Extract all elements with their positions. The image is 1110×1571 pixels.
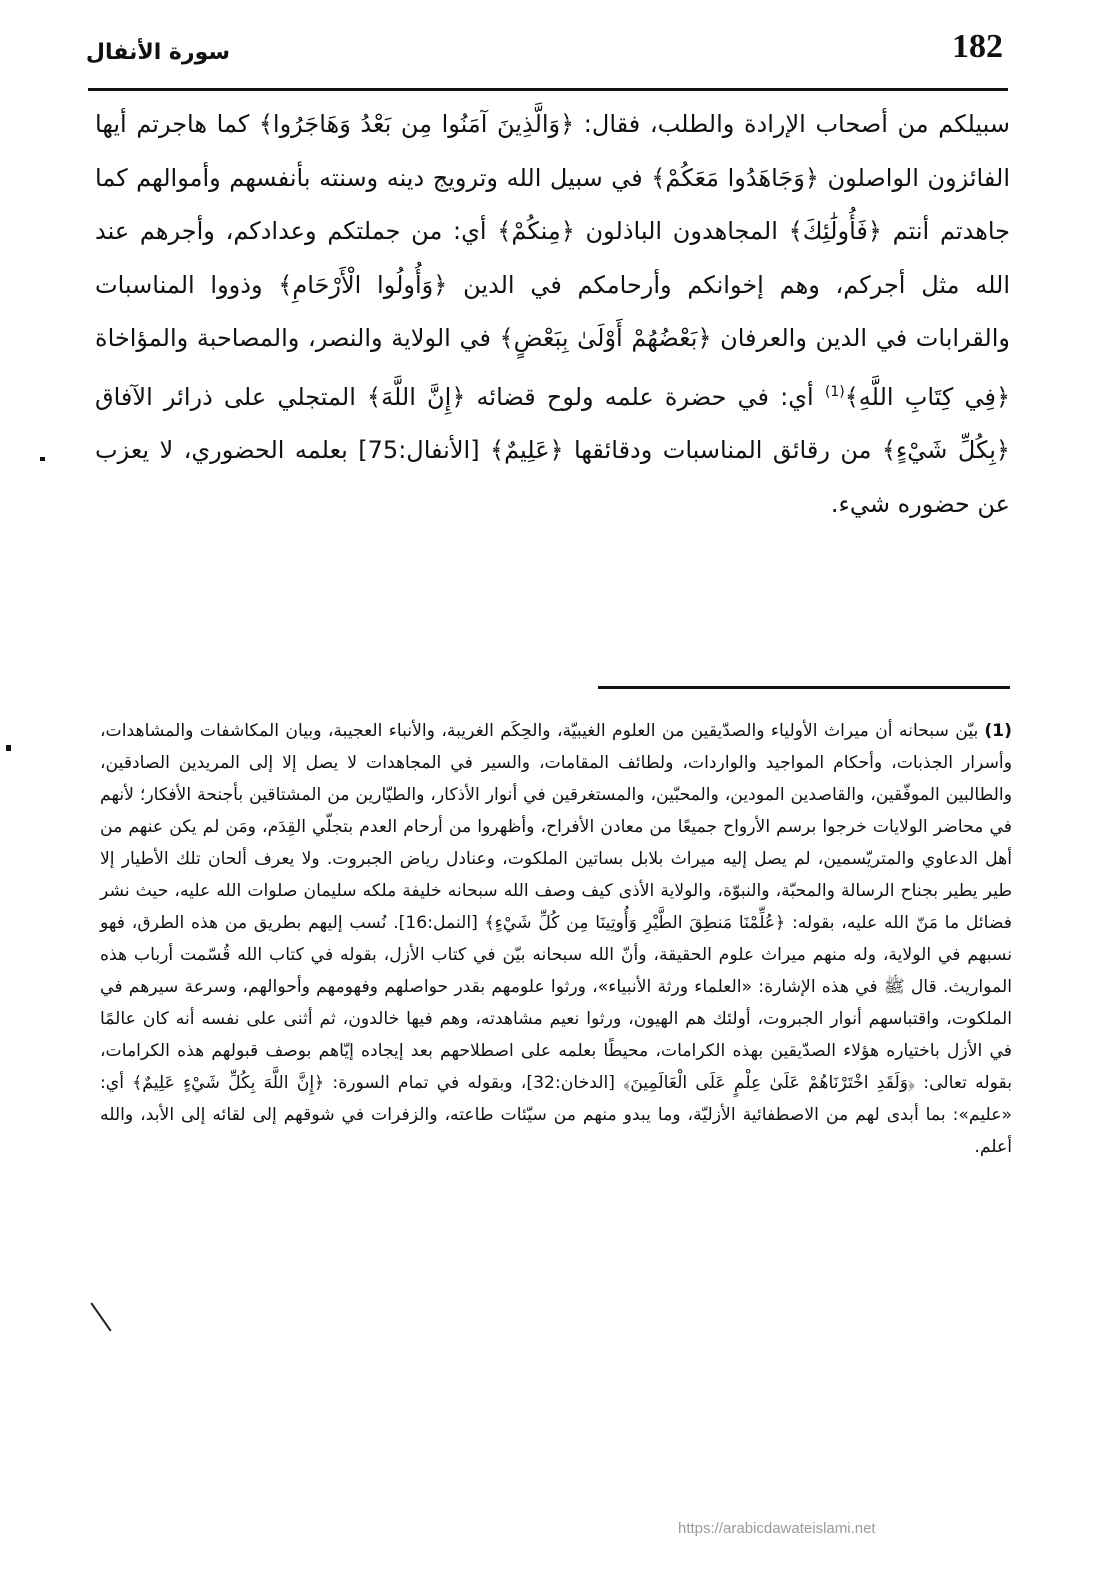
footnote xyxy=(100,715,1012,1163)
footnote-text: بيّن سبحانه أن ميراث الأولياء والصدّيقين من العلوم الغيبيّة، والحِكَم الغريبة، والأنباء العجيبة، وبيان المكاشفات والمشاهدات، وأسرار الجذبات، وأحكام المواجيد والواردات، ولطائف المقامات، والسير في المجاهدات لا يصل إلا إلى المريدين الصادقين، والطالبين الموفّقين، والقاصدين المودين، والمحبّين، والمستغرقين في أنوار الأذكار، والطيّارين من المشتاقين بأجنحة الأفكار؛ لأنهم في محاضر الولايات خرجوا برسم الأرواح جميعًا من معادن الأفراح، وأظهروا من أرحام العدم بتجلّي القِدَم، ومَن لم يكن عنهم من أهل الدعاوي والمتريّسمين، لم يصل إليه ميراث بلابل بساتين الملكوت، وعنادل رياض الجبروت. ولا يعرف ألحان تلك الأطيار إلا طير يطير بجناح الرسالة والمحبّة، والنبوّة، والولاية الأذى كيف وصف الله سبحانه خليفة ملكه سليمان صلوات الله عليه، حيث نشر فضائل ما مَنّ الله عليه، بقوله: ﴿عُلِّمْنَا مَنطِقَ الطَّيْرِ وَأُوتِينَا مِن كُلِّ شَيْءٍ﴾ [النمل:16]. نُسب إليهم بطريق من هذه الطرق، فهو نسبهم في الولاية، وله منهم ميراث علوم الحقيقة، وأنّ الله سبحانه بيّن في كتاب الأزل، بقوله في كتاب الله قُسّمت أرباب هذه المواريث. قال ﷺ في هذه الإشارة: «العلماء ورثة الأنبياء»، ورثوا علومهم بقدر حواصلهم وفهومهم وأحوالهم، وسرعة سيرهم في الملكوت، واقتباسهم أنوار الجبروت، أولئك هم الهيون، ورثوا نعيم مشاهدته، وهم فيها خالدون، ثم أثنى على نفسه أنه كان عالمًا في الأزل باختياره هؤلاء الصدّيقين بهذه الكرامات، محيطًا بعلمه على اصطلاحهم بعد إيجاده إيّاهم بوصف قبولهم هذه الكرامات، بقوله تعالى: ﴿وَلَقَدِ اخْتَرْنَاهُمْ عَلَىٰ عِلْمٍ عَلَى الْعَالَمِينَ﴾ [الدخان:32]، وبقوله في تمام السورة: ﴿إِنَّ اللَّهَ بِكُلِّ شَيْءٍ عَلِيمٌ﴾ أي: «عليم»: بما أبدى لهم من الاصطفائية الأزليّة، وما يبدو منهم من سيّئات طاعته، والزفرات في شوقهم إلى لقائه إلى الأبد، والله أعلم. xyxy=(100,721,1012,1157)
header-rule xyxy=(88,88,1008,91)
surah-title: سورة الأنفال xyxy=(85,40,230,65)
main-paragraph xyxy=(95,98,1010,531)
scan-speck xyxy=(40,457,45,461)
footnote-marker: (1) xyxy=(984,721,1012,741)
main-paragraph-part1: سبيلكم من أصحاب الإرادة والطلب، فقال: ﴿وَالَّذِينَ آمَنُوا مِن بَعْدُ وَهَاجَرُوا﴾ كما هاجرتم أيها الفائزون الواصلون ﴿وَجَاهَدُوا مَعَكُمْ﴾ في سبيل الله وترويج دينه وسنته بأنفسهم وأموالهم كما جاهدتم أنتم ﴿فَأُولَٰئِكَ﴾ المجاهدون الباذلون ﴿مِنكُمْ﴾ أي: من جملتكم وعدادكم، وأجرهم عند الله مثل أجركم، وهم إخوانكم وأرحامكم في الدين ﴿وَأُولُوا الْأَرْحَامِ﴾ وذووا المناسبات والقرابات في الدين والعرفان ﴿بَعْضُهُمْ أَوْلَىٰ بِبَعْضٍ﴾ في الولاية والنصر، والمصاحبة والمؤاخاة ﴿فِي كِتَابِ اللَّهِ﴾ xyxy=(95,110,1011,411)
main-text xyxy=(95,98,1010,531)
page-number: 182 xyxy=(952,28,1003,65)
footnote-paragraph xyxy=(100,715,1012,1163)
footnote-reference[interactable]: (1) xyxy=(824,383,845,400)
scan-margin-mark xyxy=(90,1303,111,1332)
watermark: https://arabicdawateislami.net xyxy=(678,1520,876,1537)
footnote-separator xyxy=(598,686,1010,689)
scan-speck xyxy=(6,745,11,751)
main-paragraph-part2: أي: في حضرة علمه ولوح قضائه ﴿إِنَّ اللَّهَ﴾ المتجلي على ذرائر الآفاق ﴿بِكُلِّ شَيْءٍ﴾ من رقائق المناسبات ودقائقها ﴿عَلِيمٌ﴾ [الأنفال:75] بعلمه الحضوري، لا يعزب عن حضوره شيء. xyxy=(95,382,1010,518)
